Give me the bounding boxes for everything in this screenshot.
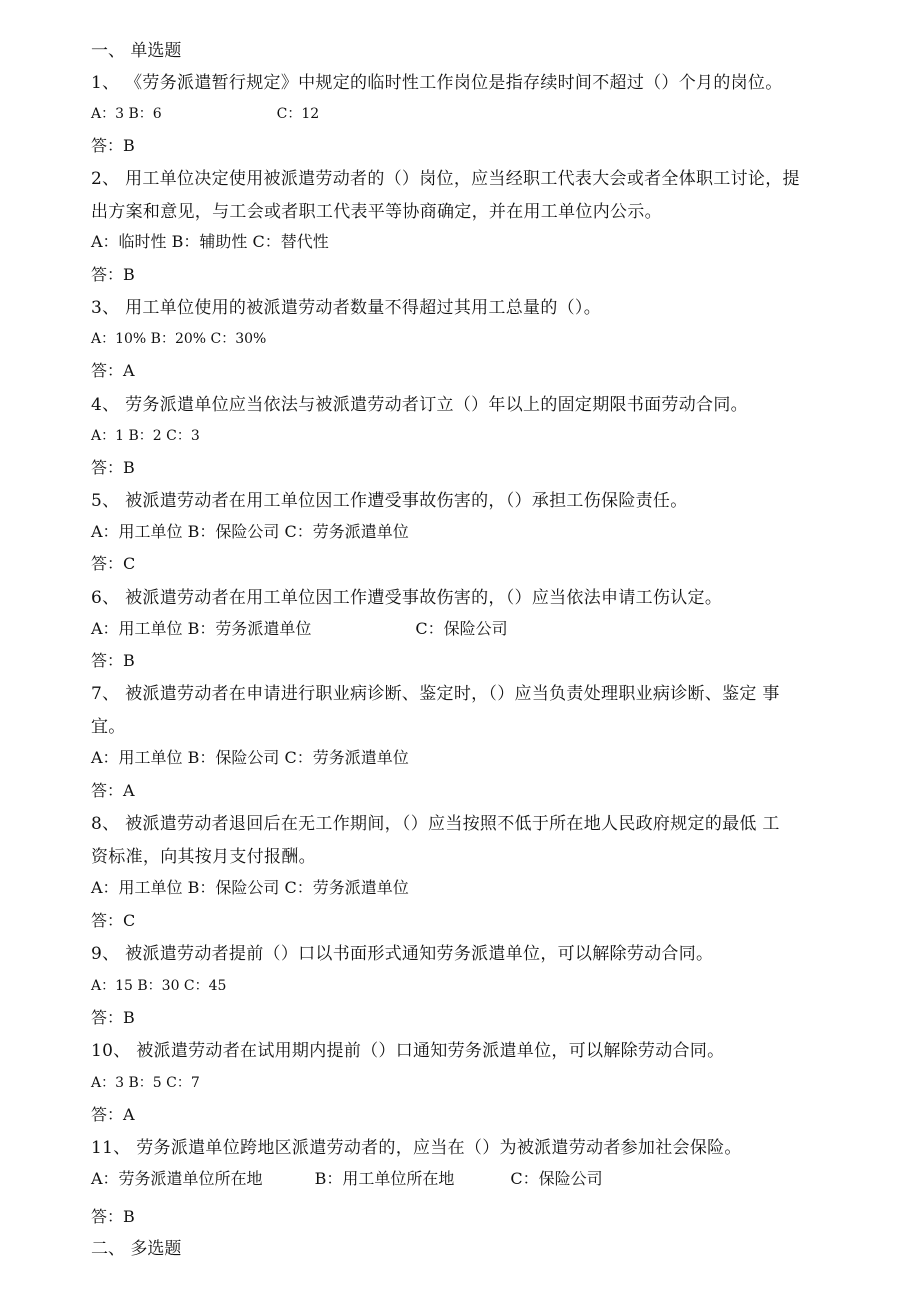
question-6-option-c: C：保险公司 (415, 619, 508, 638)
question-1-options (91, 103, 319, 123)
question-3-text: 3、 用工单位使用的被派遣劳动者数量不得超过其用工总量的（）。 (91, 298, 602, 318)
question-6-options (91, 616, 508, 639)
question-4-options: A：1 B：2 C：3 (91, 428, 200, 444)
question-9-text: 9、 被派遣劳动者提前（）口以书面形式通知劳务派遣单位，可以解除劳动合同。 (91, 944, 714, 964)
question-3-options: A：10% B：20% C：30% (91, 331, 267, 347)
section-heading-multiple-choice: 二、 多选题 (91, 1239, 182, 1259)
question-2-answer: 答：B (91, 265, 135, 284)
question-4-text: 4、 劳务派遣单位应当依法与被派遣劳动者订立（）年以上的固定期限书面劳动合同。 (91, 395, 748, 415)
question-8-answer: 答：C (91, 911, 136, 930)
question-11-answer: 答：B (91, 1207, 135, 1226)
question-4-answer: 答：B (91, 458, 135, 477)
question-7-options: A：用工单位 B：保险公司 C：劳务派遣单位 (91, 748, 409, 767)
section-heading-single-choice: 一、 单选题 (91, 41, 182, 61)
question-11-option-a: A：劳务派遣单位所在地 (91, 1169, 263, 1188)
question-6-answer: 答：B (91, 651, 135, 670)
question-8-text-line-2: 资标准，向其按月支付报酬。 (91, 847, 316, 867)
question-11-option-c: C：保险公司 (510, 1169, 603, 1188)
question-11-text: 11、 劳务派遣单位跨地区派遣劳动者的，应当在（）为被派遣劳动者参加社会保险。 (91, 1138, 742, 1158)
question-7-answer: 答：A (91, 781, 135, 800)
question-9-answer: 答：B (91, 1008, 135, 1027)
question-1-options-ab: A：3 B：6 (91, 106, 162, 122)
question-7-text-line-2: 宜。 (91, 717, 126, 737)
question-8-options: A：用工单位 B：保险公司 C：劳务派遣单位 (91, 878, 409, 897)
question-11-option-b: B：用工单位所在地 (314, 1169, 455, 1188)
question-7-text-line-1: 7、 被派遣劳动者在申请进行职业病诊断、鉴定时，（）应当负责处理职业病诊断、鉴定 事 (91, 684, 780, 704)
question-10-options: A：3 B：5 C：7 (91, 1075, 200, 1091)
question-5-options: A：用工单位 B：保险公司 C：劳务派遣单位 (91, 522, 409, 541)
question-8-text-line-1: 8、 被派遣劳动者退回后在无工作期间，（）应当按照不低于所在地人民政府规定的最低 工 (91, 814, 780, 834)
question-1-answer: 答：B (91, 136, 135, 155)
question-1-text: 1、 《劳务派遣暂行规定》中规定的临时性工作岗位是指存续时间不超过（）个月的岗位。 (91, 73, 783, 93)
question-6-text: 6、 被派遣劳动者在用工单位因工作遭受事故伤害的，（）应当依法申请工伤认定。 (91, 588, 723, 608)
question-9-options: A：15 B：30 C：45 (91, 978, 227, 994)
question-11-options (91, 1166, 603, 1189)
question-5-text: 5、 被派遣劳动者在用工单位因工作遭受事故伤害的，（）承担工伤保险责任。 (91, 491, 688, 511)
question-5-answer: 答：C (91, 554, 136, 573)
question-2-text-line-1: 2、 用工单位决定使用被派遣劳动者的（）岗位，应当经职工代表大会或者全体职工讨论，提 (91, 169, 800, 189)
question-1-option-c: C：12 (276, 106, 320, 122)
question-6-options-ab: A：用工单位 B：劳务派遣单位 (91, 619, 312, 638)
question-2-text-line-2: 出方案和意见，与工会或者职工代表平等协商确定，并在用工单位内公示。 (91, 202, 662, 222)
question-10-answer: 答：A (91, 1105, 135, 1124)
question-3-answer: 答：A (91, 361, 135, 380)
question-2-options: A：临时性 B：辅助性 C：替代性 (91, 232, 329, 251)
question-10-text: 10、 被派遣劳动者在试用期内提前（）口通知劳务派遣单位，可以解除劳动合同。 (91, 1041, 725, 1061)
